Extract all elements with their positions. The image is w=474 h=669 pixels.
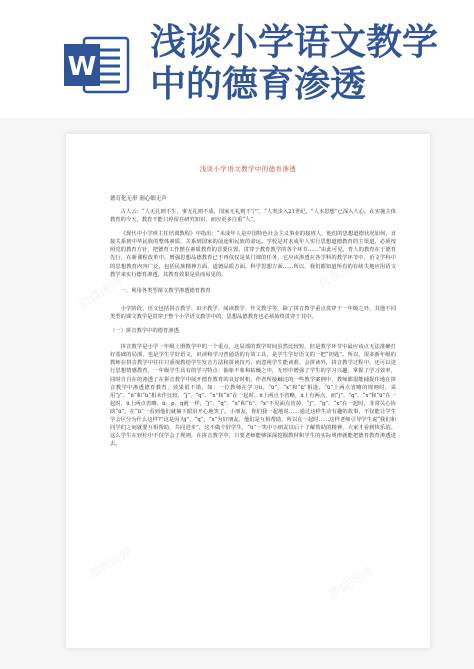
paragraph: 小学阶段，语文包括拼音教学、识字教学、阅读教学、作文教学等，除了拼音教学重点贯穿于一年级之外，其他不同类型的课文教学是贯穿于整个小学语文教学中的，思想品德教育也必须始终贯穿于其中。 — [110, 305, 396, 320]
page-title-line-1: 浅谈小学语文教学 — [150, 22, 439, 63]
document-body — [110, 208, 396, 454]
page-title-line-2: 中的德育渗透 — [150, 64, 367, 105]
document-preview — [66, 134, 430, 648]
subsection-heading: （一）拼音教学中的德育渗透 — [110, 328, 179, 335]
paragraph: 《现代中小学班主任培训教程》中指出：“未成年人是中国特色社会主义事业的接班人，他们的思想道德状况如何，直接关系到中华民族的整体素质，关系到国家的前途和民族的命运。学校是对未成年人实行思想道德教育的主渠道，必须按照党的教育方针，把德育工作摆在素质教育的首要位置，贯穿于教育教学的各个环节……”由此可见，育人的教育在于德育先行，在新课程改革中，增强思想品德教育已不再仅仅是某门课的任务，它应该渗透在各学科的教学环节中，语文学科中的思想教育内容广泛，包括民族精神方面，道德品质方面，科学思想方面……所以，我们都知道所有的在续失地应用语文教学来实行德育渗透，其教育效果是显而易见的。 — [110, 231, 396, 278]
watermark: 微微图网 — [85, 544, 135, 581]
watermark: 微微图网 — [325, 564, 375, 601]
watermark: 微微图网 — [315, 254, 365, 291]
word-document-icon — [62, 32, 132, 98]
watermark: 微微图网 — [75, 274, 125, 311]
section-heading: 一、利用各类型课文教学渗透德育教育 — [120, 287, 211, 294]
paragraph: 古人云：“人无礼则不生，事无礼则不成，国家无礼则不宁”，“人类步入21世纪，“人本思想”已深入人心。在实施主体教育的今天，教育不能只停留在研究知识、而应更多注重“人”。 — [110, 209, 396, 224]
document-title: 浅谈小学语文教学中的德育渗透 — [199, 165, 297, 173]
paragraph: 拼音教学是小学一年级上册教学中的一个重点，这局部的教学时间虽然比较短，但是教学环节中最应该点无法准确打好基础的局部，也是学生学好语文，识读和学习普通话的有效工具，是学生学好语文的一把“钥匙”。所以，很多新年级的教师在拼音教学中往往只重视教给学生发音方法和拼读技巧，而忽视学生能读准、会拼读外，拼音教学过程中，还可以进行思想情感教育，一年级学生具有的学习特点：抽象不象和枯燥之中，无形中增强了学生的学习兴趣，掌握了学习效率，同时自自在的渗透了在拼音教学中展开德育教育的良好时机，作者所接触过的一些教学案例中，教师都很能捕捉住地在拼音教学中渗透德育教育，效果很不错，如：一位教师在学习ü，“ü”、“x”和“ü”相逢，“ü”上两点省略的规则时，采用“j”、“ü”和“ü”相未作比较，“j”、“q”、“x”和“ü”在一起时，ü上两点不省略，ü上有两点，而“j”、“q”、“x”和“ü”在一起时，ü上两点省略，ü、p、q就一样，“j”、“q”、“x”和“ü”、“x”不见面点省掉，“j”、“q”、“x”在一起时，非常关心协助“ü”，在“ü”一看到他们就摘下眼泪开心地笑了。小朋友，你们我一起地说……通过这样生动有趣的故事，不仅能让学生学会区分为什么这样?”这是因为j”，“q”，“x”为好朋友，他们是互相帮助，所以在一起时……这样老师引导学生说“我们和同学们之间就要互相帮助，共同进步”，这不做个好学生，“ü”一笑中小朋友以后十了解帮助的精神，大家才看到快乐的。这么学生在轻松中不仅学会了规则，在拼音教学中，只要老师能够深深挖掘教材和学生的实际规律就能把德育教育渗透进去。 — [110, 344, 396, 448]
page-fade — [66, 588, 430, 648]
word-logo-letter: W — [67, 52, 97, 82]
document-subtitle: 德育化无形 润心细无声 — [110, 196, 167, 202]
page-title — [150, 22, 470, 106]
watermark: 微微图网 — [215, 404, 265, 441]
header — [0, 0, 474, 118]
